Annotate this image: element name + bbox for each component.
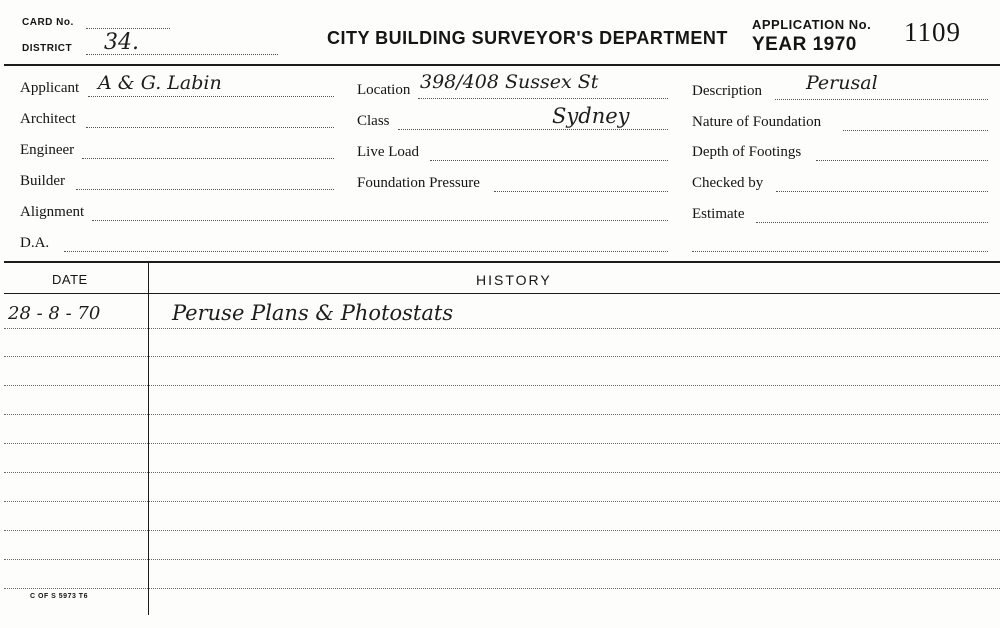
history-header: HISTORY bbox=[476, 272, 552, 288]
checked-by-dots bbox=[776, 191, 988, 192]
description-dots bbox=[775, 99, 988, 100]
architect-dots bbox=[86, 127, 334, 128]
builder-label: Builder bbox=[20, 173, 65, 189]
ruled-row-line bbox=[4, 530, 1000, 531]
ruled-row-line bbox=[4, 385, 1000, 386]
class-value: Sydney bbox=[552, 104, 630, 128]
ruled-row-line bbox=[4, 501, 1000, 502]
engineer-dots bbox=[82, 158, 334, 159]
live-load-label: Live Load bbox=[357, 144, 420, 160]
date-column-divider bbox=[148, 263, 149, 615]
date-header: DATE bbox=[52, 272, 88, 287]
estimate-dots bbox=[756, 222, 988, 223]
checked-by-label: Checked by bbox=[692, 175, 764, 191]
ruled-row-line bbox=[4, 472, 1000, 473]
nature-of-foundation-dots bbox=[843, 130, 988, 131]
foundation-pressure-dots bbox=[494, 191, 668, 192]
row-date: 28 - 8 - 70 bbox=[8, 303, 101, 324]
foundation-pressure-label: Foundation Pressure bbox=[357, 175, 480, 191]
description-value: Perusal bbox=[806, 72, 878, 94]
live-load-dots bbox=[430, 160, 668, 161]
ruled-row-line bbox=[4, 588, 1000, 589]
location-value: 398/408 Sussex St bbox=[420, 71, 599, 93]
applicant-label: Applicant bbox=[20, 80, 80, 96]
engineer-label: Engineer bbox=[20, 142, 75, 158]
depth-of-footings-dots bbox=[816, 160, 988, 161]
year-label: YEAR 1970 bbox=[752, 34, 857, 55]
da-dots bbox=[64, 251, 668, 252]
applicant-value: A & G. Labin bbox=[98, 72, 222, 94]
location-dots bbox=[418, 98, 668, 99]
alignment-label: Alignment bbox=[20, 204, 85, 220]
print-code: C OF S 5973 T6 bbox=[30, 593, 88, 600]
ruled-row-line bbox=[4, 559, 1000, 560]
table-top-rule bbox=[4, 261, 1000, 263]
da-label: D.A. bbox=[20, 235, 50, 251]
department-title: CITY BUILDING SURVEYOR'S DEPARTMENT bbox=[327, 28, 728, 48]
card-no-dots bbox=[86, 28, 170, 29]
depth-of-footings-label: Depth of Footings bbox=[692, 144, 802, 160]
district-label: DISTRICT bbox=[22, 43, 73, 54]
ruled-row-line bbox=[4, 328, 1000, 329]
application-no-label: APPLICATION No. bbox=[752, 17, 872, 32]
class-label: Class bbox=[357, 113, 390, 129]
nature-of-foundation-label: Nature of Foundation bbox=[692, 114, 822, 130]
alignment-dots bbox=[92, 220, 668, 221]
class-dots bbox=[398, 129, 668, 130]
district-value: 34. bbox=[104, 30, 139, 55]
ruled-row-line bbox=[4, 414, 1000, 415]
builder-dots bbox=[76, 189, 334, 190]
row-history: Peruse Plans & Photostats bbox=[172, 301, 454, 325]
ruled-row-line bbox=[4, 356, 1000, 357]
description-label: Description bbox=[692, 83, 762, 99]
ruled-row-line bbox=[4, 443, 1000, 444]
extra-dots bbox=[692, 251, 988, 252]
card-no-label: CARD No. bbox=[22, 17, 74, 28]
header-rule bbox=[4, 64, 1000, 66]
location-label: Location bbox=[357, 82, 411, 98]
architect-label: Architect bbox=[20, 111, 76, 127]
application-no-value: 1109 bbox=[904, 17, 961, 47]
estimate-label: Estimate bbox=[692, 206, 745, 222]
table-header-rule bbox=[4, 293, 1000, 294]
applicant-dots bbox=[88, 96, 334, 97]
